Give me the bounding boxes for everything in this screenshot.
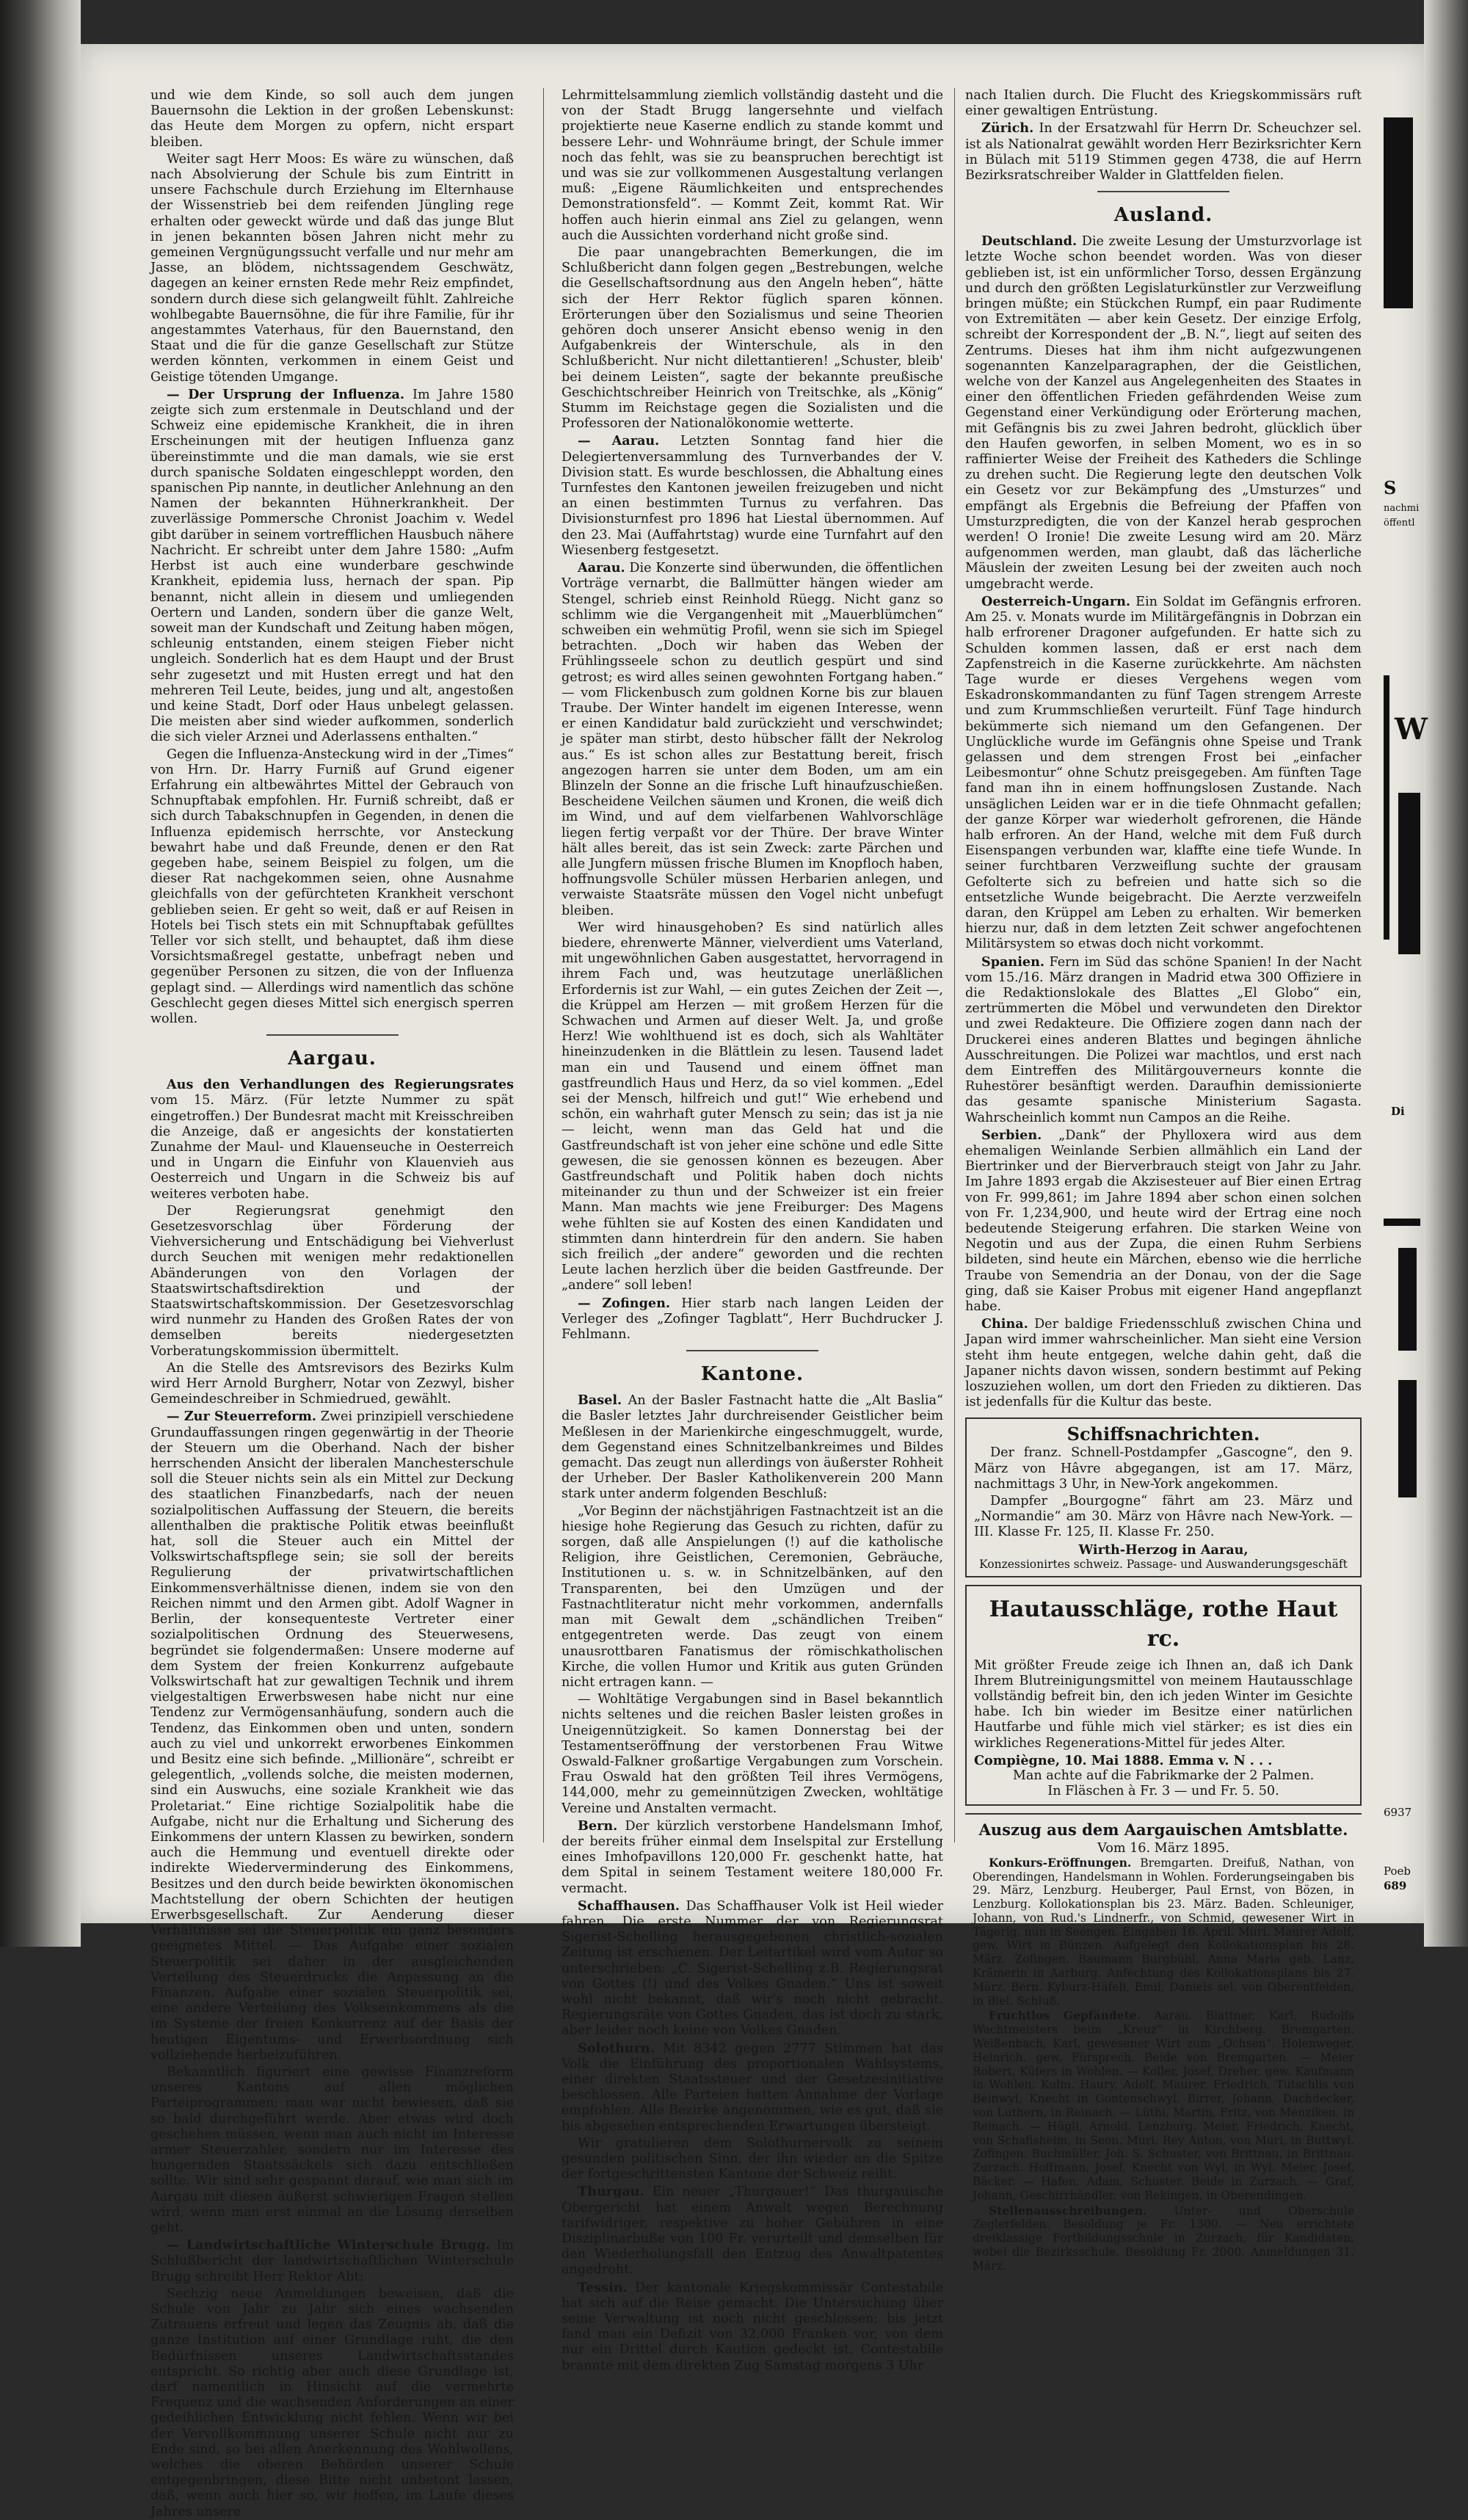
- article-text: „Dank“ der Phylloxera wird aus dem ehemaligen Weinlande Serbien allmählich ein Land der Biertrinker und der Bierverbrauch steigt von Jahr zu Jahr. Im Jahre 1893 ergab die Akzisesteuer auf Bier einen Ertrag von Fr. 999,861; im Jahre 1894 aber schon einen solchen von Fr. 1,234,900, und heute wird der Ertrag eine noch bedeutende Steigerung erfahren. Die starken Weine von Negotin und aus der Zupa, die einen Ruhm Serbiens bildeten, sind heute ein Märchen, ebenso wie die herrliche Traube von Semendria an der Donau, von der die Sage ging, daß sie Kaiser Probus mit eigener Hand angepflanzt habe.: [965, 1128, 1362, 1315]
- paragraph: Die paar unangebrachten Bemerkungen, die im Schlußbericht dann folgen gegen „Bestrebungen, welche die Gesellschaftsordnung aus den Angeln heben“, hätte sich der Herr Rektor füglich sparen können. Erörterungen über den Sozialismus und seine Theorien gehören doch unserer Ansicht ebenso wenig in den Aufgabenkreis der Winterschule, als in den Schlußbericht. Nur nicht dilettantieren! „Schuster, bleib' bei deinem Leisten“, sagte der bekannte preußische Geschichtschreiber Heinrich von Treitschke, als „König“ Stumm im Reichstage gegen die Sozialisten und die Professoren der Nationalökonomie wetterte.: [562, 245, 943, 432]
- article-basel: [562, 1392, 943, 1502]
- paragraph: Weiter sagt Herr Moos: Es wäre zu wünschen, daß nach Absolvierung der Schule bis zum Eintritt in unsere Fachschule durch Erziehung im Elternhause der Wissenstrieb bei dem reifenden Jüngling rege erhalten oder geweckt würde und daß das junge Blut in jenen bekannten bösen Jahren nicht mehr zu gemeinen Vergnügungssucht verfalle und nur mehr am Jasse, an blödem, nichtssagendem Geschwätz, dagegen an keiner ernsten Rede mehr Reiz empfindet, sondern durch diese sich gelangweilt fühlt. Zahlreiche wohlbegabte Bauernsöhne, die für ihre Familie, für ihr angestammtes Vaterhaus, für den Bauernstand, den Staat und die für die ganze Gesellschaft zur Stütze werden könnten, verkommen in einem Geist und Geistige tötenden Umgange.: [150, 151, 514, 385]
- amtsblatt-date: Vom 16. März 1895.: [1097, 1840, 1229, 1856]
- article-text: Der kürzlich verstorbene Handelsmann Imhof, der bereits früher einmal dem Inselspital zur Erstellung eines Imhofpavillons 120,000 Fr. geschenkt hatte, hat dem Spital in seinem Testament weitere 180,000 Fr. vermacht.: [562, 1818, 943, 1896]
- ad-border-block: [1384, 675, 1389, 940]
- ship-agent-note: Konzessionirtes schweiz. Passage- und Auswanderungsgeschäft: [979, 1557, 1348, 1571]
- paragraph: Wer wird hinausgehoben? Es sind natürlich alles biedere, ehrenwerte Männer, vielverdient ums Vaterland, mit ungewöhnlichen Gaben ausgestattet, hervorragend in ihrem Fach und, was heutzutage unerläßlichen Erfordernis ist zur Wahl, — ein gutes Zeichen der Zeit —, die Krüppel am Herzen — mit großem Herzen für die Schwachen und Armen auf dieser Welt. Ja, und große Herz! Wie wohlthuend ist es doch, sich als Wahltäter hineinzudenken in die Blättlein zu lesen. Tausend ladet man ein und Tausend und einem öffnet man gastfreundlich Haus und Herz, da so viel kommen. „Edel sei der Mensch, hilfreich und gut!“ Wie erhebend und schön, ein wahrhaft guter Mensch zu sein; das ist ja nie — leicht, wenn man das Geld hat und die Gastfreundschaft ist von jeher eine schöne und edle Sitte gewesen, die sie genossen können es bezeugen. Aber Gastfreundschaft und Politik haben doch nichts miteinander zu thun und der Schweizer ist ein freier Mann. Man machts wie jene Freiburger: Des Magens wehe fühlten sie auf Kosten des einen Kandidaten und stimmten dann hinterdrein für den andern. Sie haben sich freilich „der andere“ geworden und die rechten Leute lachen herzlich über die beiden Gastfreunde. Der „andere“ soll leben!: [562, 920, 943, 1293]
- article-text: Im Schlußbericht der landwirtschaftlichen Winterschule Brugg schreibt Herr Rektor Abt:: [150, 2238, 514, 2284]
- article-text: Der baldige Friedensschluß zwischen China und Japan wird immer wahrscheinlicher. Man sieht eine Version steht ihm heute entgegen, welche dahin geht, daß die Japaner nichts davon wissen, sondern bestimmt auf Peking loszuziehen wollen, um dort den Frieden zu diktieren. Das ist jedenfalls für die Kultur das beste.: [965, 1317, 1362, 1410]
- article-heading: Basel.: [578, 1392, 622, 1409]
- article-text: Ein Soldat im Gefängnis erfroren. Am 25. v. Monats wurde im Militärgefängnis in Dobrzan ein halb erfrorener Dragoner aufgefunden. Er hatte sich zu Schulden kommen lassen, daß er erst nach dem Zapfenstreich in die Kaserne zurückkehrte. Am nächsten Tage wurde er dieses Vergehens wegen vom Eskadronskommandanten zu fünf Tagen strengem Arreste und zum Krummschließen verurteilt. Fünf Tage hindurch bekümmerte sich niemand um den Gefangenen. Der Unglückliche wurde im Gefängnis ohne Speise und Trank gelassen und dem strengen Frost bei „einfacher Leibesmontur“ ohne Schutz preisgegeben. Am fünften Tage fand man ihn in einem hoffnungslosen Zustande. Nach unsäglichen Leiden war er in die tiefe Ohnmacht gefallen; der ganze Körper war wiederholt gefrorenen, die Hände halb erfroren. An der Hand, welche mit dem Fuß durch Eisenspangen verbunden war, klaffte eine tiefe Wunde. In seiner furchtbaren Verzweiflung suchte der grausam Gefolterte sich zu befreien und hatte sich so die entsetzliche Wunde beigebracht. Die Aerzte verzweifeln daran, den Krüppel am Leben zu erhalten. Wir bemerken hierzu nur, daß in dem letzten Zeit schwer angefochtenen Militärsystem so etwas doch nicht vorkommt.: [965, 594, 1362, 952]
- article-influenza: [150, 387, 514, 746]
- article-heading: Oesterreich-Ungarn.: [981, 593, 1130, 609]
- article-heading: — Zur Steuerreform.: [167, 1409, 317, 1425]
- article-china: [965, 1316, 1362, 1410]
- advertisement-signature: Compiègne, 10. Mai 1888. Emma v. N . . .: [974, 1752, 1273, 1768]
- strip-fragment: Poeb: [1384, 1864, 1411, 1878]
- article-heading: Aarau.: [578, 560, 625, 576]
- strip-fragment: Di: [1391, 1105, 1405, 1118]
- article-spanien: [965, 954, 1362, 1126]
- article-text: Im Jahre 1580 zeigte sich zum erstenmale in Deutschland und der Schweiz eine epidemische Krankheit, die in ihren Erscheinungen mit der heutigen Influenza ganz übereinstimmte und die man damals, wie sie erst durch spanische Soldaten eingeschleppt worden, den spanischen Pip nannte, in deutlicher Anlehnung an den Namen der bekannten Hühnerkrankheit. Der zuverlässige Pommersche Chronist Joachim v. Wedel gibt darüber in seinem vortrefflichen Hausbuch nähere Nachricht. Er schreibt unter dem Jahre 1580: „Aufm Herbst ist auch eine wunderbare geschwinde Krankheit, epidemia luss, hernach der span. Pip benannt, nicht allein in diesem und umliegenden Oertern und Landen, sondern über die ganze Welt, soweit man der Kundschaft und Zeitung haben mögen, schleunig entstanden, einem steigen Fieber nicht ungleich. Sonderlich hat es dem Haupt und der Brust sehr zugesetzt und mit Husten erregt und hat den mehreren Teil Leute, beides, jung und alt, angestoßen und keine Stadt, Dorf oder Haus unbelegt gelassen. Die meisten aber sind wieder aufkommen, sonderlich die sich vieler Arznei und Aderlassens enthalten.“: [150, 387, 515, 745]
- section-heading-ausland: Ausland.: [1113, 204, 1213, 227]
- article-zofingen: [562, 1296, 943, 1343]
- advertisement-note: Man achte auf die Fabrikmarke der 2 Palmen.: [1012, 1768, 1315, 1784]
- article-heading: — Zofingen.: [578, 1295, 670, 1311]
- advertisement-box: [965, 1585, 1362, 1806]
- paragraph: Bekanntlich figuriert eine gewisse Finanzreform unseres Kantons auf allen möglichen Parteiprogrammen; man war nicht bewiesen, daß sie so bald durchgeführt werde. Aber etwas wird doch geschehen müssen, wenn man auch nicht im Interesse armer Steuerzahler, sondern nur im Interesse des hungernden Staatssäckels sich dazu entschließen sollte. Wir sind sehr gespannt darauf, wie man sich im Aargau mit diesen äußerst schwierigen Fragen stellen wird, wenn man erst einmal an die Lösung derselben geht.: [150, 2064, 514, 2236]
- advertisement-title: Hautausschläge, rothe Haut rc.: [989, 1596, 1338, 1652]
- article-regierungsrat: [150, 1077, 514, 1202]
- column-middle: [562, 88, 944, 2373]
- article-text: Hier starb nach langen Leiden der Verleger des „Zofinger Tagblatt“, Herr Buchdrucker J. Fehlmann.: [562, 1296, 943, 1343]
- article-heading: — Der Ursprung der Influenza.: [167, 386, 405, 402]
- column-rule: [954, 88, 955, 1842]
- article-text: Fern im Süd das schöne Spanien! In der Nacht vom 15./16. März drangen in Madrid etwa 300 Offiziere in die Redaktionslokale des Blattes „El Globo“ ein, zertrümmerten die Möbel und verwundeten den Direktor und zwei Redakteure. Die Offiziere zogen dann nach der Druckerei eines anderen Blattes und begingen ähnliche Ausschreitungen. Die Polizei war machtlos, und erst nach dem Eintreffen des Militärgouverneurs konnte die Ruhestörer besänftigt werden. Daraufhin demissionierte das gesamte spanische Ministerium Sagasta. Wahrscheinlich kommt nun Campos an die Reihe.: [965, 954, 1362, 1125]
- amtsblatt-text: Aarau. Blattner, Karl, Rudolfs Wachtmeisters beim „Kreuz“ in Kirchberg. Bremgarten. Weißenbach, Karl, gewesener Wirt zum „Ochsen“. Holenweger, Heinrich, gew. Fürsprech. Beide von Bremgarten. — Meier Robert, Küfers in Wohlen. — Koller, Josef, Dreher, gew. Kaufmann in Wohlen. Kulm. Haury, Adolf, Maurer, Friedrich, Tutschlis von Beinwyl, Knecht in Gontenschwyl. Birrer, Johann, Dachdecker, von Luthern, in Reinach. — Lüthi, Martin, Fritz, von Menziken, in Reinach. — Hügli, Arnold. Lenzburg. Meier, Friedrich, Knecht, von Schafisheim, in Seon. Muri. Rey Anton, von Muri, in Buttwyl. Zofingen. Buchmüller, Joh. S. Schuster, von Brittnau, in Brittnau. Zurzach. Hoffmann, Josef, Knecht von Wyl, in Wyl. Meier, Josef, Bäcker. — Hafen, Adam, Schuster. Beide in Zurzach. — Graf, Johann, Geschirrhändler, von Rekingen, in Oberendingen.: [973, 2009, 1354, 2202]
- book-gutter: [0, 0, 81, 1947]
- article-aarau-konzerte: [562, 560, 943, 919]
- ad-border-block: [1398, 793, 1420, 954]
- column-right: [965, 88, 1362, 2273]
- article-schaffhausen: [562, 1898, 943, 2039]
- ad-border-block: [1398, 1248, 1417, 1351]
- separator-rule: [686, 1350, 818, 1351]
- amtsblatt-title: Auszug aus dem Aargauischen Amtsblatte.: [978, 1820, 1348, 1839]
- ad-border-block: [1384, 117, 1413, 308]
- amtsblatt-gepfaendete: [973, 2009, 1354, 2202]
- article-heading: Schaffhausen.: [578, 1898, 680, 1914]
- article-aarau-turnverband: [562, 433, 943, 559]
- advertisement-price: In Fläschen à Fr. 3 — und Fr. 5. 50.: [1047, 1784, 1279, 1799]
- paragraph: Dampfer „Bourgogne“ fährt am 23. März und „Normandie“ am 30. März von Hâvre nach New-York. — III. Klasse Fr. 125, II. Klasse Fr. 250.: [974, 1494, 1353, 1540]
- ship-news-title: Schiffsnachrichten.: [1067, 1423, 1260, 1445]
- strip-fragment: 6937: [1384, 1806, 1412, 1819]
- ship-agent: Wirth-Herzog in Aarau,: [1078, 1542, 1249, 1558]
- article-text: Ein neuer „Thurgauer!“ Das thurgauische Obergericht hat einem Anwalt wegen Berechnung tarifwidriger, respektive zu hoher Gebühren in eine Disziplinarbuße von 100 Fr. verurteilt und demselben für den Wiederholungsfall den Entzug des Anwaltpatentes angedroht.: [562, 2185, 944, 2278]
- article-bern: [562, 1818, 943, 1897]
- amtsblatt-stellen: [973, 2204, 1354, 2273]
- adjacent-page-strip: [1384, 88, 1428, 1892]
- ship-news-box: [965, 1417, 1362, 1577]
- paragraph: Der Regierungsrat genehmigt den Gesetzesvorschlag über Förderung der Viehversicherung und Entschädigung bei Viehverlust durch Seuchen mit wenigen mehr redaktionellen Abänderungen von den Vorlagen der Staatswirtschaftsdirektion und der Staatswirtschaftskommission. Der Gesetzesvorschlag wird nunmehr zu Handen des Großen Rates der von demselben bereits niedergesetzten Vorberatungskommission übermittelt.: [150, 1203, 514, 1359]
- strip-fragment: 689: [1384, 1879, 1407, 1892]
- article-winterschule: [150, 2237, 514, 2285]
- article-deutschland: [965, 233, 1362, 592]
- article-heading: Solothurn.: [578, 2040, 655, 2056]
- article-heading: Bern.: [578, 1818, 618, 1834]
- advertisement-text: Mit größter Freude zeige ich Ihnen an, daß ich Dank Ihrem Blutreinigungsmittel von meinem Hautausschlage vollständig befreit bin, den ich jeden Winter im Gesichte habe. Ich bin wieder im Besitze einer natürlichen Hautfarbe und fühle mich viel stärker; es ist dies ein wirkliches Regenerations-Mittel für jedes Alter.: [974, 1657, 1353, 1751]
- article-text: Zwei prinzipiell verschiedene Grundauffassungen ringen gegenwärtig in der Theorie der Steuern um die Oberhand. Nach der bisher herrschenden Ansicht der liberalen Manchesterschule soll die Steuer nichts sein als ein Mittel zur Deckung des staatlichen Finanzbedarfs, nach der neuen sozialpolitischen Auffassung der Steuern, die bereits allenthalben die praktische Politik etwas beeinflußt hat, soll die Steuer auch ein Mittel der Volkswirtschaftspflege sein; sie soll der bereits Regulierung der privatwirtschaftlichen Einkommensverhältnisse dienen, indem sie von den Reichen nimmt und den Armen gibt. Adolf Wagner in Berlin, der konsequenteste Vertreter einer sozialpolitischen Ordnung des Steuerwesens, begründet sie folgendermaßen: Unsere moderne auf dem System der freien Konkurrenz aufgebaute Volkswirtschaft hat zur gewaltigen Technik und ihrem vielgestaltigen Erwerbswesen habe nicht nur eine Tendenz zur Vermögensanhäufung, sondern auch die Tendenz, das Einkommen oben und unten, sondern auch zu viel und unkorrekt erworbenes Einkommen und Besitz eine sich befinde. „Millionäre“, schreibt er gelegentlich, „vollends solche, die meisten modernen, sind ein Auswuchs, eine soziale Krankheit wie das Proletariat.“ Eine richtige Sozialpolitik habe die Aufgabe, nicht nur die Erhaltung und Sicherung des Einkommens der untern Klassen zu bewirken, sondern auch die Hemmung und eventuell direkte oder indirekte Wiederverminderung des Einkommens, Besitzes und den durch beide bewirkten ökonomischen Machtstellung der obern Schichten der heutigen Erwerbsgesellschaft. Zur Aenderung dieser Verhältnisse sei die Steuerpolitik ein ganz besonders geeignetes Mittel. — Das Aufgabe einer sozialen Steuerpolitik sei daher in der ausgleichenden Verteilung des Steuerdrucks die Anpassung an die Finanzen. Aufgabe einer sozialen Steuerpolitik sei, eine andere Verteilung des Volkseinkommens als die im Systeme der freien Konkurrenz auf der Basis der heutigen Eigentums- und Erwerbsordnung sich vollziehende herbeizuführen.: [150, 1409, 514, 2063]
- page-edge: [1424, 0, 1468, 1947]
- article-text: Die Konzerte sind überwunden, die öffentlichen Vorträge vernarbt, die Ballmütter hängen wieder am Stengel, schrieb einst Reinhold Rüegg. Nicht ganz so schlimm wie die Vergangenheit mit „Mauerblümchen“ schweiben ein wehmütig Profil, wenn sie sich im Spiegel betrachten. „Doch wir haben das Weben der Frühlingsseele schon zu deutlich gespürt und sind getrost; es wird alles seinen gewohnten Fortgang haben.“ — vom Flickenbusch zum goldnen Korne bis zur blauen Traube. Der Winter handelt im eigenen Interesse, wenn er einen Kandidatur bald zurückzieht und verschwindet; je später man stirbt, desto hübscher fällt der Nekrolog aus.“ Es ist schon alles zur Bestattung bereit, frisch angezogen harren sie unter dem Boden, um am ein Blinzeln der Sonne an die frische Luft hinaufzuschießen. Bescheidene Veilchen säumen und Kronen, die weiß dich im Wind, und auf dem vielfarbenen Wahlvorschläge liegen fertig verpaßt vor der Thüre. Der brave Winter hält alles bereit, das ist sein Zweck: zarte Pärchen und alle Jungfern müssen frische Blumen im Knopfloch haben, hoffnungsvolle Schüler müssen Herbarien anlegen, und verwaiste Staatsräte müssen den Vogel nicht unbefugt bleiben.: [562, 561, 943, 918]
- article-text: Der kantonale Kriegskommissär Contestabile hat sich auf die Reise gemacht. Die Untersuchung über seine Verwaltung ist noch nicht geschlossen; bis jetzt fand man ein Defizit von 32,000 Franken vor, von dem nur ein Drittel durch Kaution gedeckt ist. Contestabile brannte mit dem direkten Zug Samstag morgens 3 Uhr: [562, 2280, 944, 2373]
- article-heading: Aus den Verhandlungen des Regierungsrates: [167, 1077, 514, 1093]
- article-heading: Serbien.: [981, 1127, 1042, 1143]
- article-text: Das Schaffhauser Volk ist Heil wieder fahren. Die erste Nummer der von Regierungsrat Sigerist-Schelling herausgegebenen christlich-sozialen Zeitung ist erschienen. Der Leitartikel wird vom Autor so unterschrieben: „C. Sigerist-Schelling z.B. Regierungsrat von Gottes (!) und des Volkes Gnaden.“ Uns ist soweit wohl nicht bekannt, daß wir's noch nicht gebracht. Regierungsräte von Gottes Gnaden, das ist doch zu stark, aber leider noch keine von Volkes Gnaden.: [562, 1898, 943, 2038]
- amtsblatt-heading: Fruchtlos Gepfändete.: [989, 2008, 1141, 2023]
- paragraph: Lehrmittelsammlung ziemlich vollständig dasteht und die von der Stadt Brugg langersehnte und vielfach projektierte neue Kaserne endlich zu stande kommt und bessere Lehr- und Wohnräume bringt, der Schule immer noch das fehlt, was sie zu beanspruchen berechtigt ist und was sie zur vollkommenen Ausgestaltung verlangen muß: „Eigene Räumlichkeiten und entsprechendes Demonstrationsfeld“. — Kommt Zeit, kommt Rat. Wir hoffen auch hierin einmal ans Ziel zu gelangen, wenn auch die Aussichten vorderhand nicht große sind.: [562, 88, 943, 243]
- article-heading: Zürich.: [981, 120, 1034, 137]
- paragraph: und wie dem Kinde, so soll auch dem jungen Bauernsohn die Lektion in der großen Lebenskunst: das Heute dem Morgen zu opfern, nicht erspart bleiben.: [150, 88, 514, 150]
- article-serbien: [965, 1128, 1362, 1315]
- section-heading-aargau: Aargau.: [288, 1047, 377, 1070]
- separator-rule: [1097, 191, 1229, 192]
- column-left: [150, 88, 515, 2519]
- article-heading: Thurgau.: [578, 2184, 644, 2200]
- amtsblatt-text: Bremgarten. Dreifuß, Nathan, von Oberendingen, Handelsmann in Wohlen. Forderungseingaben bis 29. März, Lenzburg. Heuberger, Paul Ernst, von Bözen, in Lenzburg. Kollokationsplan bis 23. März. Baden. Schleuniger, Johann, von Rud.'s Lindnerfr., von Schmid, gewesener Wirt in Tägerig, nun in Seengen. Eingaben 16. April. Muri. Maurer Adolf, gew. Wirt in Bünzen. Aufgelegt den Kollokationsplan bis 28. März. Zofingen. Baumann Burgbühl, Anna Maria geb. Lanz, Krämerin in Aarburg. Anfechtung des Kollokationsplans bis 27. März. Bern. Kyburz-Häfeli, Emil, Daniels sel. von Oberentfelden, in Biel. Schluß.: [973, 1856, 1354, 2008]
- strip-fragment: nachmi: [1384, 503, 1420, 514]
- strip-fragment: öffentl: [1384, 518, 1415, 529]
- section-heading-kantone: Kantone.: [700, 1363, 804, 1386]
- article-thurgau: [562, 2184, 943, 2278]
- strip-fragment: W: [1395, 712, 1428, 747]
- article-steuerreform: [150, 1409, 514, 2063]
- separator-rule: [266, 1034, 399, 1036]
- ad-border-block: [1398, 1380, 1417, 1497]
- article-solothurn: [562, 2041, 943, 2135]
- article-zurich: [965, 120, 1362, 184]
- article-heading: — Aarau.: [578, 433, 660, 449]
- paragraph: „Vor Beginn der nächstjährigen Fastnachtzeit ist an die hiesige hohe Regierung das Gesuch zu richten, dafür zu sorgen, daß alle Anspielungen (!) auf die katholische Religion, ihre Geistlichen, Ceremonien, Gebräuche, Institutionen u. s. w. in Schnitzelbänken, auf den Transparenten, bei den Umzügen und der Fastnachtliteratur nicht mehr vorkommen, andernfalls man mit Gewalt dem „schändlichen Treiben“ entgegentreten werde. Das zeugt von einem unausrottbaren Fanatismus der römischkatholischen Kirche, die vollen Humor und Kritik aus guten Gründen nicht ertragen kann. —: [562, 1503, 943, 1690]
- article-oesterreich: [965, 594, 1362, 953]
- article-text: Letzten Sonntag fand hier die Delegiertenversammlung des Turnverbandes der V. Division statt. Es wurde beschlossen, die Abhaltung eines Turnfestes den Kantonen jeweilen freizugeben und nicht an einen bestimmten Turnus zu verfahren. Das Divisionsturnfest pro 1896 hat Liestal übernommen. Auf den 23. Mai (Auffahrtstag) wurde eine Turnfahrt auf den Wiesenberg festgesetzt.: [562, 434, 943, 558]
- paragraph: Wir gratulieren dem Solothurnervolk zu seinem gesunden politischen Sinn, der ihn wieder an die Spitze der fortgeschrittensten Kantone der Schweiz reiht.: [562, 2135, 943, 2182]
- article-heading: Spanien.: [981, 954, 1044, 970]
- amtsblatt-konkurse: [973, 1856, 1354, 2008]
- paragraph: Der franz. Schnell-Postdampfer „Gascogne“, den 9. März von Hâvre abgegangen, ist am 17. März, nachmittags 3 Uhr, in New-York angekommen.: [974, 1445, 1353, 1492]
- article-tessin: [562, 2280, 943, 2374]
- paragraph: — Wohltätige Vergabungen sind in Basel bekanntlich nichts seltenes und die reichen Basler leisten großes in Uneigennützigkeit. So kamen Donnerstag bei der Testamentseröffnung der verstorbenen Frau Witwe Oswald-Falkner großartige Vergabungen zum Vorschein. Frau Oswald hat den größten Teil ihres Vermögens, 144,000, mehr zu gemeinnützigen Zwecken, wohltätige Vereine und Anstalten vermacht.: [562, 1692, 943, 1816]
- column-rule: [543, 88, 544, 1842]
- paragraph: Sechzig neue Anmeldungen beweisen, daß die Schule von Jahr zu Jahr sich eines wachsenden Zutrauens erfreut und legen das Zeugnis ab, daß die ganze Institution auf einer Grundlage ruht, die den Bedürfnissen unseres Landwirtschaftsstandes entspricht. So richtig aber auch diese Grundlage ist, darf namentlich in Hinsicht auf die vermehrte Frequenz und die wachsenden Anforderungen an einer gedeihlichen Entwicklung nicht fehlen. Wenn wir bei der Vervollkommnung unserer Schule nicht nur zu Ende sind, so bei allen Anerkennung des Wohlwollens, welches die oberen Behörden unserer Schule entgegenbringen, diese Bitte nicht unbetont lassen, daß, wenn auch hier so, wir hoffen, im Laufe dieses Jahres unsere: [150, 2286, 514, 2519]
- article-heading: China.: [981, 1316, 1028, 1332]
- article-heading: Deutschland.: [981, 233, 1078, 250]
- article-text: An der Basler Fastnacht hatte die „Alt Baslia“ die Basler letztes Jahr durchreisender Geistlicher beim Meßlesen in der Marienkirche eingeschmuggelt, wurde, dem Gegenstand eines Schnitzelbankreimes und Bildes gemacht. Das zeugt nun allerdings von äußerster Rohheit der Urheber. Der Basler Katholikenverein 200 Mann stark unter anderm folgenden Beschluß:: [562, 1393, 943, 1502]
- article-text: In der Ersatzwahl für Herrn Dr. Scheuchzer sel. ist als Nationalrat gewählt worden Herr Bezirksrichter Kern in Bülach mit 5119 Stimmen gegen 4738, die auf Herrn Bezirksratschreiber Walder in Glattfelden fielen.: [965, 121, 1362, 184]
- paragraph: nach Italien durch. Die Flucht des Kriegskommissärs ruft einer gewaltigen Entrüstung.: [965, 88, 1362, 119]
- article-text: Die zweite Lesung der Umsturzvorlage ist letzte Woche schon beendet worden. Was von dieser geblieben ist, ist ein unförmlicher Torso, dessen Ergänzung und durch den größten Legislaturkünstler zur Verzweiflung bringen müßte; ein Stückchen Rumpf, ein paar Rudimente von Extremitäten — aber kein Gesetz. Der einzige Erfolg, schreibt der Korrespondent der „B. N.“, liegt auf seiten des Zentrums. Dieses hat ihm ihm nicht aufgezwungenen sogenannten Kanzelparagraphen, der die Geistlichen, welche von der Kanzel aus Angelegenheiten des Staates in einer den öffentlichen Frieden gefährdenden Weise zum Gegenstand einer Verkündigung oder Erörterung machen, mit Gefängnis bis zu zwei Jahren bedroht, glücklich über den Haufen geworfen, in selben Moment, wo es in so raffinierter Weise der Freiheit des Katheders die Schlinge zu drehen sucht. Die Regierung legte den deutschen Volk ein Gesetz vor zur Bekämpfung des „Umsturzes“ und empfängt als Ergebnis die Befreiung der Pfaffen von Umsturzpredigten, die von der Kanzel herab gesprochen werden! O Ironie! Die zweite Lesung wird am 20. März aufgenommen werden, man glaubt, daß das lächerliche Mäuslein der zweiten Lesung bei der zweiten auch noch umgebracht werde.: [965, 234, 1362, 592]
- ad-border-block: [1384, 1219, 1420, 1226]
- article-heading: — Landwirtschaftliche Winterschule Brugg.: [167, 2237, 490, 2254]
- article-text: vom 15. März. (Für letzte Nummer zu spät eingetroffen.) Der Bundesrat macht mit Kreisschreiben die Anzeige, daß er angesichts der konstatierten Zunahme der Maul- und Klauenseuche in Oesterreich und in Ungarn die Einfuhr von Klauenvieh aus Oesterreich und Ungarn in die Schweiz bis auf weiteres verboten habe.: [150, 1093, 514, 1202]
- amtsblatt-heading: Stellenausschreibungen.: [989, 2203, 1147, 2218]
- amtsblatt-text: Unter- und Oberschule Zeglerfelden. Besoldung je Fr. 1300. — Neu errichtete dreiklassige Fortbildungsschule in Zurzach, für Kandidaten, wobei die Bezirksschule. Besoldung Fr. 2000. Anmeldungen 31. März.: [973, 2204, 1354, 2273]
- amtsblatt-box: [965, 1813, 1362, 2279]
- strip-fragment: S: [1384, 477, 1397, 498]
- paragraph: Gegen die Influenza-Ansteckung wird in der „Times“ von Hrn. Dr. Harry Furniß auf Grund eigener Erfahrung ein altbewährtes Mittel der Gebrauch von Schnupftabak empfohlen. Hr. Furniß schreibt, daß er sich durch Tabakschnupfen in Gegenden, in denen die Influenza epidemisch herrschte, vor Ansteckung bewahrt habe und daß Freunde, denen er den Rat gegeben habe, seinem Beispiel zu folgen, um die dieser Rat nachgekommen seien, ohne Ausnahme gleichfalls von der gefürchteten Krankheit verschont geblieben seien. Er geht so weit, daß er auf Reisen in Hotels bei Tisch stets ein mit Schnupftabak gefülltes Teller vor sich stellt, und behauptet, daß ihm diese Vorsichtsmaßregel gestatte, unbefragt neben und gegenüber Personen zu sitzen, die von der Influenza geplagt sind. — Allerdings wird namentlich das schöne Geschlecht gegen dieses Mittel sich energisch sperren wollen.: [150, 747, 514, 1026]
- article-heading: Tessin.: [578, 2279, 628, 2295]
- paragraph: An die Stelle des Amtsrevisors des Bezirks Kulm wird Herr Arnold Burgherr, Notar von Zezwyl, bisher Gemeindeschreiber in Schmiedrued, gewählt.: [150, 1360, 514, 1407]
- amtsblatt-heading: Konkurs-Eröffnungen.: [989, 1855, 1132, 1870]
- article-text: Mit 8342 gegen 2777 Stimmen hat das Volk die Einführung des proportionalen Wahlsystems, einer direkten Staatssteuer und der Gesetzesinitiative beschlossen. Alle Parteien hatten Annahme der Vorlage empfohlen. Alle Bezirke angenommen, wie es gut, daß sie bis abgesehen entsprechenden Erwartungen übersteigt.: [562, 2041, 944, 2134]
